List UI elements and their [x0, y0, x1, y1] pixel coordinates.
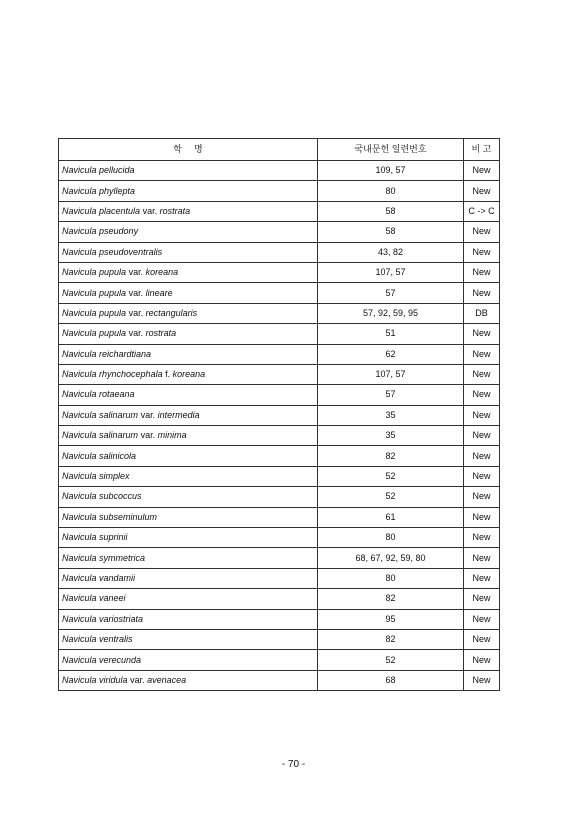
species-epithet: vaneei [99, 593, 126, 604]
species-epithet: pupula [99, 267, 127, 278]
genus-name: Navicula [62, 430, 97, 441]
genus-name: Navicula [62, 165, 97, 176]
reference-number-cell: 109, 57 [318, 161, 464, 181]
table-row [59, 283, 500, 303]
species-epithet: variostriata [99, 613, 144, 624]
note-cell: New [464, 242, 500, 262]
species-epithet: placentula [99, 205, 141, 216]
table-row [59, 629, 500, 649]
table-row [59, 222, 500, 242]
note-cell: New [464, 568, 500, 588]
infraspecific-rank: var. [140, 430, 156, 441]
table-row [59, 446, 500, 466]
genus-name: Navicula [62, 287, 97, 298]
table-row [59, 364, 500, 384]
species-name-cell [59, 283, 318, 303]
infraspecific-rank: f. [165, 369, 171, 380]
reference-number-cell: 35 [318, 426, 464, 446]
table-row [59, 466, 500, 486]
species-name-cell [59, 405, 318, 425]
species-epithet: reichardtiana [99, 348, 152, 359]
table-row [59, 568, 500, 588]
table-row [59, 385, 500, 405]
reference-number-cell: 80 [318, 181, 464, 201]
table-row [59, 589, 500, 609]
genus-name: Navicula [62, 348, 97, 359]
species-epithet: pupula [99, 287, 127, 298]
reference-number-cell: 43, 82 [318, 242, 464, 262]
species-epithet: simplex [99, 471, 130, 482]
species-name-cell [59, 507, 318, 527]
note-cell: New [464, 161, 500, 181]
species-name-cell [59, 487, 318, 507]
note-cell: New [464, 181, 500, 201]
species-epithet: pseudoventralis [99, 246, 163, 257]
table-row [59, 303, 500, 323]
note-cell: New [464, 528, 500, 548]
table-row [59, 324, 500, 344]
genus-name: Navicula [62, 471, 97, 482]
infraspecific-name: koreana [172, 369, 206, 380]
infraspecific-rank: var. [140, 409, 156, 420]
header-scientific-name [59, 139, 318, 161]
species-name-cell [59, 609, 318, 629]
note-cell: New [464, 385, 500, 405]
species-name-cell [59, 568, 318, 588]
table-row [59, 242, 500, 262]
species-name-cell [59, 426, 318, 446]
reference-number-cell: 52 [318, 650, 464, 670]
note-cell: New [464, 629, 500, 649]
species-name-cell [59, 324, 318, 344]
reference-number-cell: 68, 67, 92, 59, 80 [318, 548, 464, 568]
table-row [59, 344, 500, 364]
note-cell: New [464, 589, 500, 609]
genus-name: Navicula [62, 532, 97, 543]
table-row [59, 507, 500, 527]
note-cell: New [464, 609, 500, 629]
genus-name: Navicula [62, 307, 97, 318]
species-epithet: symmetrica [99, 552, 146, 563]
species-name-cell [59, 242, 318, 262]
note-cell: New [464, 222, 500, 242]
note-cell: New [464, 650, 500, 670]
reference-number-cell: 52 [318, 487, 464, 507]
species-epithet: verecunda [99, 654, 142, 665]
genus-name: Navicula [62, 654, 97, 665]
species-name-cell [59, 161, 318, 181]
genus-name: Navicula [62, 389, 97, 400]
species-epithet: rotaeana [99, 389, 135, 400]
reference-number-cell: 35 [318, 405, 464, 425]
reference-number-cell: 107, 57 [318, 262, 464, 282]
species-epithet: vandamii [99, 573, 136, 583]
species-name-cell [59, 201, 318, 221]
infraspecific-rank: var. [128, 267, 144, 278]
species-name-cell [59, 344, 318, 364]
genus-name: Navicula [62, 613, 97, 624]
infraspecific-rank: var. [128, 287, 144, 298]
page-number: - 70 - [281, 759, 306, 770]
reference-number-cell: 82 [318, 446, 464, 466]
genus-name: Navicula [62, 674, 97, 685]
table-header-row [59, 139, 500, 161]
table-row [59, 670, 500, 690]
reference-number-cell: 57 [318, 283, 464, 303]
species-name-cell [59, 528, 318, 548]
genus-name: Navicula [62, 409, 97, 420]
infraspecific-name: minima [157, 430, 187, 441]
note-cell: New [464, 446, 500, 466]
header-reference-number: 국내문헌 일련번호 [318, 139, 464, 161]
reference-number-cell: 61 [318, 507, 464, 527]
genus-name: Navicula [62, 573, 97, 583]
reference-number-cell: 58 [318, 222, 464, 242]
species-epithet: pseudony [99, 226, 139, 237]
table-row [59, 262, 500, 282]
species-epithet: suprinii [99, 532, 128, 543]
infraspecific-name: koreana [145, 267, 179, 278]
genus-name: Navicula [62, 328, 97, 339]
species-name-cell [59, 629, 318, 649]
species-name-cell [59, 262, 318, 282]
genus-name: Navicula [62, 450, 97, 461]
header-name-part: 명 [194, 144, 203, 154]
table-body [59, 161, 500, 691]
note-cell: New [464, 405, 500, 425]
reference-number-cell: 95 [318, 609, 464, 629]
species-epithet: subseminulum [99, 511, 158, 522]
species-name-cell [59, 589, 318, 609]
header-name-part: 학 [173, 144, 182, 154]
table-row [59, 201, 500, 221]
species-name-cell [59, 385, 318, 405]
infraspecific-rank: var. [128, 328, 144, 339]
infraspecific-name: lineare [145, 287, 173, 298]
infraspecific-rank: var. [130, 674, 145, 685]
species-name-cell [59, 466, 318, 486]
genus-name: Navicula [62, 491, 97, 502]
species-epithet: pellucida [99, 165, 135, 176]
species-name-cell [59, 446, 318, 466]
table-row [59, 181, 500, 201]
note-cell: New [464, 262, 500, 282]
genus-name: Navicula [62, 185, 97, 196]
note-cell: New [464, 670, 500, 690]
header-note: 비 고 [464, 139, 500, 161]
species-epithet: salinarum [99, 430, 139, 441]
table-row [59, 487, 500, 507]
table-row [59, 528, 500, 548]
reference-number-cell: 80 [318, 568, 464, 588]
species-name-cell [59, 670, 318, 690]
reference-number-cell: 52 [318, 466, 464, 486]
species-epithet: viridula [99, 674, 128, 685]
table-row [59, 609, 500, 629]
reference-number-cell: 82 [318, 589, 464, 609]
reference-number-cell: 80 [318, 528, 464, 548]
genus-name: Navicula [62, 205, 97, 216]
genus-name: Navicula [62, 634, 97, 645]
genus-name: Navicula [62, 593, 97, 604]
genus-name: Navicula [62, 267, 97, 278]
reference-number-cell: 57, 92, 59, 95 [318, 303, 464, 323]
note-cell: New [464, 466, 500, 486]
note-cell: DB [464, 303, 500, 323]
note-cell: New [464, 283, 500, 303]
species-epithet: pupula [99, 307, 127, 318]
reference-number-cell: 82 [318, 629, 464, 649]
table-row [59, 548, 500, 568]
note-cell: New [464, 548, 500, 568]
note-cell: C -> C [464, 201, 500, 221]
note-cell: New [464, 364, 500, 384]
genus-name: Navicula [62, 511, 97, 522]
species-name-cell [59, 364, 318, 384]
species-name-cell [59, 303, 318, 323]
genus-name: Navicula [62, 369, 97, 380]
infraspecific-name: rectangularis [145, 307, 198, 318]
reference-number-cell: 57 [318, 385, 464, 405]
table-row [59, 650, 500, 670]
genus-name: Navicula [62, 226, 97, 237]
species-name-cell [59, 548, 318, 568]
table-row [59, 161, 500, 181]
reference-number-cell: 68 [318, 670, 464, 690]
species-name-cell [59, 181, 318, 201]
infraspecific-rank: var. [142, 205, 158, 216]
note-cell: New [464, 324, 500, 344]
infraspecific-rank: var. [128, 307, 144, 318]
species-epithet: pupula [99, 328, 127, 339]
species-epithet: phyllepta [99, 185, 136, 196]
species-epithet: subcoccus [99, 491, 142, 502]
species-name-cell [59, 222, 318, 242]
reference-number-cell: 107, 57 [318, 364, 464, 384]
genus-name: Navicula [62, 246, 97, 257]
table-row [59, 405, 500, 425]
species-table [58, 138, 500, 691]
note-cell: New [464, 344, 500, 364]
species-epithet: salinarum [99, 409, 139, 420]
table-row [59, 426, 500, 446]
reference-number-cell: 51 [318, 324, 464, 344]
species-epithet: salinicola [99, 450, 137, 461]
genus-name: Navicula [62, 552, 97, 563]
infraspecific-name: rostrata [159, 205, 191, 216]
species-epithet: ventralis [99, 634, 133, 645]
note-cell: New [464, 507, 500, 527]
note-cell: New [464, 487, 500, 507]
reference-number-cell: 62 [318, 344, 464, 364]
species-name-cell [59, 650, 318, 670]
reference-number-cell: 58 [318, 201, 464, 221]
infraspecific-name: avenacea [147, 674, 187, 685]
infraspecific-name: rostrata [145, 328, 177, 339]
infraspecific-name: intermedia [157, 409, 200, 420]
species-epithet: rhynchocephala [99, 369, 163, 380]
note-cell: New [464, 426, 500, 446]
